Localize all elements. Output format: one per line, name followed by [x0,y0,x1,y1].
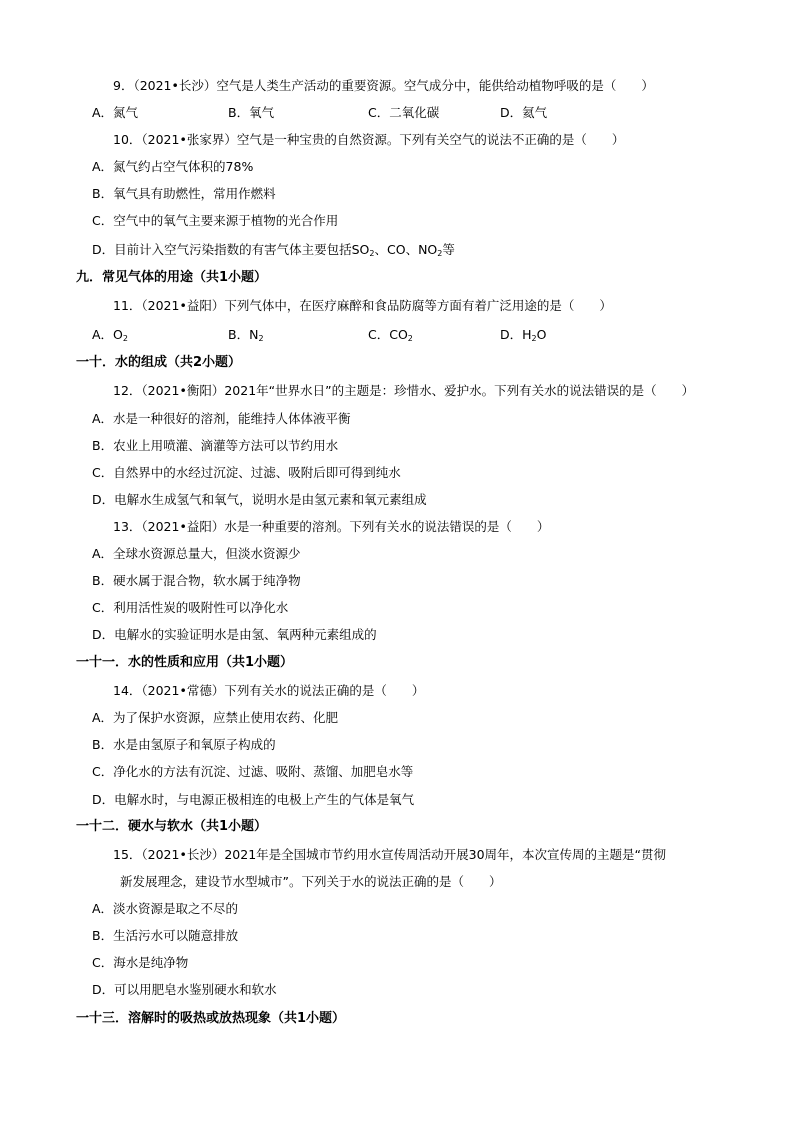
option-a: A．$O_2$ [92,327,128,343]
section-heading: 一十二．硬水与软水（共1小题） [76,819,268,834]
question-stem: 14．（2021•常德）下列有关水的说法正确的是（ ） [113,683,425,698]
option-b: B．农业上用喷灌、滴灌等方法可以节约用水 [92,438,339,453]
question-stem: 11．（2021•益阳）下列气体中，在医疗麻醉和食品防腐等方面有着广泛用途的是（ ） [113,298,612,313]
option-d: D．氦气 [500,105,548,120]
option-c: C．净化水的方法有沉淀、过滤、吸附、蒸馏、加肥皂水等 [92,764,414,779]
option-d: D．目前计入空气污染指数的有害气体主要包括$SO_2$、CO、$NO_2$等 [92,242,455,258]
option-a: A．氮气 [92,105,139,120]
option-d: D．电解水的实验证明水是由氢、氧两种元素组成的 [92,627,377,642]
option-b: B．生活污水可以随意排放 [92,928,239,943]
option-b: B．硬水属于混合物，软水属于纯净物 [92,573,301,588]
question-stem: 15．（2021•长沙）2021年是全国城市节约用水宣传周活动开展30周年，本次宣传周的主题是“贯彻 [113,847,667,862]
section-heading: 一十一．水的性质和应用（共1小题） [76,655,294,670]
section-heading: 一十三．溶解时的吸热或放热现象（共1小题） [76,1011,346,1026]
option-c: C．利用活性炭的吸附性可以净化水 [92,600,289,615]
section-heading: 九．常见气体的用途（共1小题） [76,270,268,285]
option-c: C．自然界中的水经过沉淀、过滤、吸附后即可得到纯水 [92,465,401,480]
question-stem: 12．（2021•衡阳）2021年“世界水日”的主题是：珍惜水、爱护水。下列有关水的说法错误的是（ ） [113,383,695,398]
option-b: B．氧气 [228,105,275,120]
section-heading: 一十．水的组成（共2小题） [76,355,242,370]
option-a: A．为了保护水资源，应禁止使用农药、化肥 [92,710,339,725]
option-a: A．氮气约占空气体积的78% [92,159,254,174]
question-stem-continued: 新发展理念，建设节水型城市”。下列关于水的说法正确的是（ ） [120,874,502,889]
option-a: A．淡水资源是取之不尽的 [92,901,239,916]
question-stem: 13．（2021•益阳）水是一种重要的溶剂。下列有关水的说法错误的是（ ） [113,519,550,534]
option-d: D．可以用肥皂水鉴别硬水和软水 [92,982,277,997]
option-d: D．电解水生成氢气和氧气，说明水是由氢元素和氧元素组成 [92,492,427,507]
option-b: B．水是由氢原子和氧原子构成的 [92,737,276,752]
option-a: A．全球水资源总量大，但淡水资源少 [92,546,301,561]
option-d: D．电解水时，与电源正极相连的电极上产生的气体是氧气 [92,792,415,807]
option-c: C．海水是纯净物 [92,955,189,970]
option-a: A．水是一种很好的溶剂，能维持人体体液平衡 [92,411,351,426]
option-c: C．$CO_2$ [368,327,413,343]
option-c: C．二氧化碳 [368,105,440,120]
option-d: D．$H_2O$ [500,327,547,343]
option-b: B．氧气具有助燃性，常用作燃料 [92,186,276,201]
option-b: B．$N_2$ [228,327,264,343]
question-stem: 9．（2021•长沙）空气是人类生产活动的重要资源。空气成分中，能供给动植物呼吸的是（ ） [113,78,654,93]
option-c: C．空气中的氧气主要来源于植物的光合作用 [92,213,339,228]
question-stem: 10．（2021•张家界）空气是一种宝贵的自然资源。下列有关空气的说法不正确的是（ ） [113,132,625,147]
